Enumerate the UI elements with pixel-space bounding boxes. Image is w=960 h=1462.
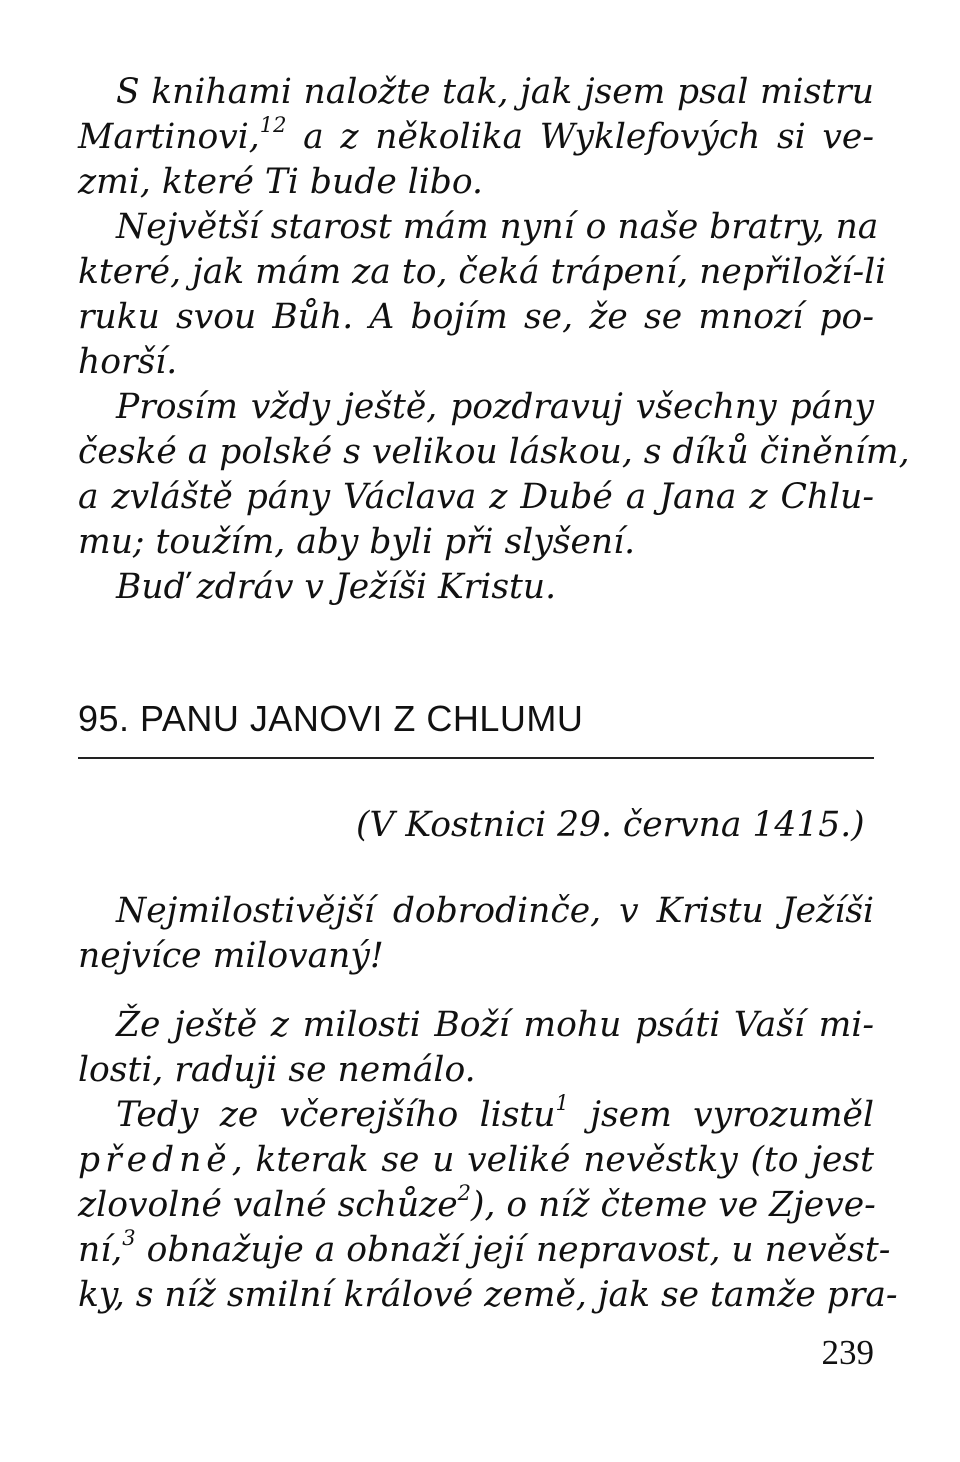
text-fragment: jsem vyrozuměl (568, 1095, 874, 1135)
text-line: S knihami naložte tak, jak jsem psal mistru (116, 72, 874, 112)
text-line: a zvláště pány Václava z Dubé a Jana z Chlu- (78, 477, 874, 517)
continued-letter-text (78, 70, 910, 610)
text-fragment: Martinovi, (78, 117, 260, 157)
text-line (78, 1090, 874, 1138)
text-line (78, 112, 874, 160)
text-line: horší. (78, 342, 178, 382)
letter-salutation (78, 889, 874, 979)
text-fragment: zlovolné valné schůze (78, 1185, 458, 1225)
footnote-marker: 3 (122, 1225, 136, 1250)
text-line (78, 1225, 891, 1273)
text-fragment: a z několika Wyklefových si ve- (286, 117, 874, 157)
text-line: zmi, které Ti bude libo. (78, 162, 483, 202)
text-fragment: ), o níž čteme ve Zjeve- (471, 1185, 876, 1225)
text-line: Že ještě z milosti Boží mohu psáti Vaší mi- (116, 1005, 874, 1045)
letter-heading: 95. PANU JANOVI Z CHLUMU (78, 698, 584, 739)
text-line: mu; toužím, aby byli při slyšení. (78, 522, 636, 562)
letter-body (78, 1003, 898, 1318)
text-line: nejvíce milovaný! (78, 936, 384, 976)
text-fragment: Tedy ze včerejšího listu (116, 1095, 556, 1135)
letter-dateline: (V Kostnici 29. června 1415.) (356, 805, 865, 845)
text-line: české a polské s velikou láskou, s díků činěním, (78, 432, 910, 472)
text-line: Největší starost mám nyní o naše bratry, na (116, 207, 879, 247)
text-line: ky, s níž smilní králové země, jak se tamže pra- (78, 1275, 898, 1315)
footnote-marker: 2 (457, 1180, 472, 1205)
text-fragment: , kterak se u veliké nevěstky (to jest (231, 1140, 874, 1180)
text-line: Buď zdráv v Ježíši Kristu. (116, 567, 557, 607)
text-line: které, jak mám za to, čeká trápení, nepřiloží-li (78, 252, 887, 292)
text-line: Nejmilostivější dobrodinče, v Kristu Ježíši (116, 891, 874, 931)
text-line (78, 1138, 874, 1183)
heading-rule (78, 757, 874, 759)
footnote-marker: 1 (555, 1090, 569, 1115)
footnote-marker: 12 (259, 112, 287, 137)
page-number: 239 (821, 1333, 874, 1372)
text-line: losti, raduji se nemálo. (78, 1050, 476, 1090)
text-line: Prosím vždy ještě, pozdravuj všechny pány (116, 387, 874, 427)
text-line (78, 1180, 876, 1228)
spaced-emphasis: předně (78, 1140, 232, 1180)
text-fragment: ní, (78, 1230, 123, 1270)
text-fragment: obnažuje a obnaží její nepravost, u nevěst- (135, 1230, 891, 1270)
text-line: ruku svou Bůh. A bojím se, že se mnozí po- (78, 297, 874, 337)
